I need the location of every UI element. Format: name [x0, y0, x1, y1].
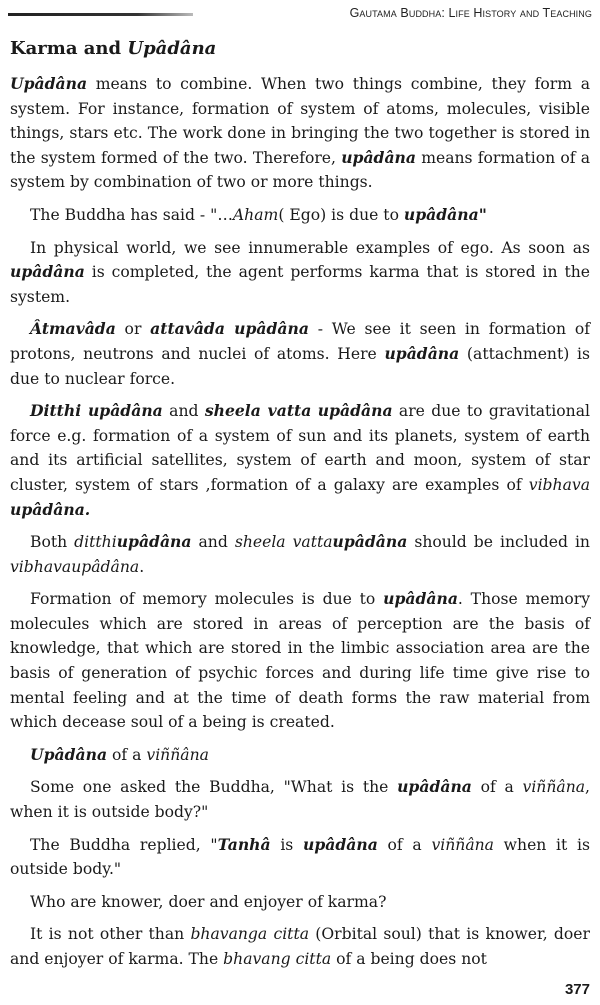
running-header: Gautama Buddha: Life History and Teaching: [349, 6, 592, 20]
paragraph-vibhava: Both ditthiupâdâna and sheela vattaupâdâna should be included in vibhavaupâdâna.: [10, 532, 590, 576]
page-number: 377: [564, 981, 590, 998]
paragraph-definition: Upâdâna means to combine. When two things combine, they form a system. For instance, formation of system of atoms, molecules, visible things, stars etc. The work done in bringing the two together is stored in the system formed of the two. Therefore, upâdâna means formation of a system by combination of two or more things.: [10, 74, 591, 192]
header-rule: [8, 13, 193, 16]
paragraph-atmavada: Âtmavâda or attavâda upâdâna - We see it seen in formation of protons, neutrons and nuclei of atoms. Here upâdâna (attachment) is due to nuclear force.: [10, 319, 590, 388]
paragraph-memory-molecules: Formation of memory molecules is due to upâdâna. Those memory molecules which are stored in areas of perception are the basis of knowledge, that which are stored in the limbic association area are the basis of generation of psychic forces and during life time give rise to mental feeling and at the time of death forms the raw material from which decease soul of a being is created.: [10, 589, 591, 732]
paragraph-reply: The Buddha replied, "Tanhâ is upâdâna of a viññâna when it is outside body.": [10, 834, 591, 879]
paragraph-bhavanga: It is not other than bhavanga citta (Orbital soul) that is knower, doer and enjoyer of karma. The bhavang citta of a being does not: [10, 925, 590, 968]
paragraph-physical-world: In physical world, we see innumerable examples of ego. As soon as upâdâna is completed, the agent performs karma that is stored in the system.: [10, 238, 590, 306]
paragraph-question: Some one asked the Buddha, "What is the upâdâna of a viññâna, when it is outside body?": [10, 777, 591, 822]
subheading-vinnana: Upâdâna of a viññâna: [30, 744, 209, 764]
paragraph-buddha-quote: The Buddha has said - "…Aham( Ego) is due to upâdâna": [30, 204, 487, 224]
page-body: [10, 36, 590, 980]
section-heading: Karma and Upâdâna: [10, 38, 217, 59]
paragraph-knower-question: Who are knower, doer and enjoyer of karma?: [30, 892, 387, 911]
paragraph-ditthi: Ditthi upâdâna and sheela vatta upâdâna are due to gravitational force e.g. formation of a system of sun and its planets, system of earth and its artificial satellites, system of earth and moon, system of star cluster, system of stars ,formation of a galaxy are examples of vibhava upâdâna.: [10, 401, 590, 519]
